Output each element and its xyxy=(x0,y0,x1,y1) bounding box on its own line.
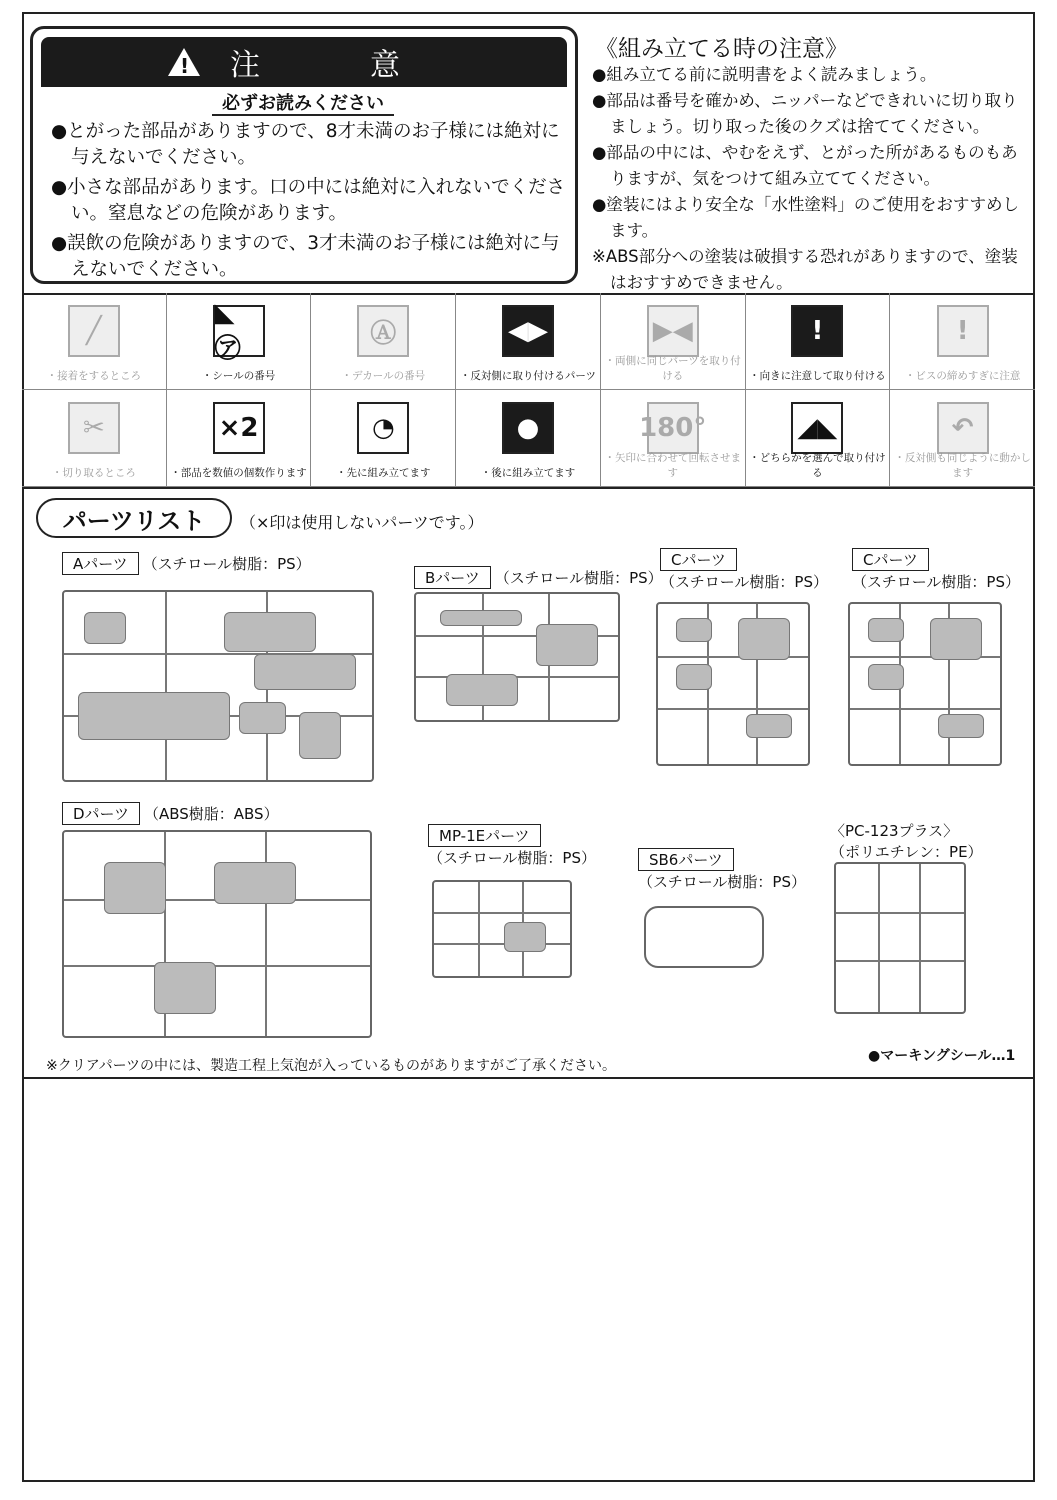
sprue-sb6-diagram xyxy=(644,906,764,968)
sprue-label-d: Dパーツ （ABS樹脂：ABS） xyxy=(62,802,279,825)
note-item: ●組み立てる前に説明書をよく読みましょう。 xyxy=(592,65,937,84)
legend-cell xyxy=(456,293,601,390)
legend-symbol-icon: 180° xyxy=(647,402,699,454)
legend-caption: ・どちらかを選んで取り付ける xyxy=(749,452,886,479)
legend-symbol-icon: ◔ xyxy=(357,402,409,454)
sprue-mp1e-diagram xyxy=(432,880,572,978)
legend-symbol-icon: ● xyxy=(502,402,554,454)
legend-symbol-icon: ! xyxy=(937,305,989,357)
legend-caption: ・デカールの番号 xyxy=(341,370,426,382)
note-item: ●部品は番号を確かめ、ニッパーなどできれいに切り取りましょう。切り取った後のクズは捨ててください。 xyxy=(592,91,1018,136)
note-item: ●塗装にはより安全な「水性塗料」のご使用をおすすめします。 xyxy=(592,195,1020,240)
warning-subtitle: 必ずお読みください xyxy=(212,93,394,116)
legend-symbol-icon: ×2 xyxy=(213,402,265,454)
legend-cell xyxy=(890,390,1035,487)
legend-caption: ・反対側に取り付けるパーツ xyxy=(459,370,597,382)
legend-cell xyxy=(746,390,891,487)
warning-item: ●とがった部品がありますので、8才未満のお子様には絶対に与えないでください。 xyxy=(51,121,560,168)
legend-caption: ・シールの番号 xyxy=(201,370,276,382)
legend-caption: ・反対側も同じように動かします xyxy=(894,452,1031,479)
legend-symbol-icon: ◢◣ xyxy=(791,402,843,454)
parts-list-note: （×印は使用しないパーツです。） xyxy=(240,513,484,532)
note-item: ※ABS部分への塗装は破損する恐れがありますので、塗装はおすすめできません。 xyxy=(592,247,1018,292)
sprue-label-c2: Cパーツ （スチロール樹脂：PS） xyxy=(852,548,1020,592)
parts-list-title: パーツリスト xyxy=(36,498,232,538)
clear-parts-note: ※クリアパーツの中には、製造工程上気泡が入っているものがありますがご了承ください。 xyxy=(46,1058,617,1074)
symbol-legend-grid xyxy=(22,293,1035,487)
sprue-label-b: Bパーツ （スチロール樹脂：PS） xyxy=(414,566,663,589)
warning-item: ●誤飲の危険がありますので、3才未満のお子様には絶対に与えないでください。 xyxy=(51,233,560,280)
sprue-c1-diagram xyxy=(656,602,810,766)
legend-caption: ・部品を数値の個数作ります xyxy=(170,467,307,479)
sprue-label-mp1e: MP-1Eパーツ （スチロール樹脂：PS） xyxy=(428,824,596,868)
sprue-pc123-diagram xyxy=(834,862,966,1014)
legend-symbol-icon: ↶ xyxy=(937,402,989,454)
legend-cell xyxy=(22,390,167,487)
sprue-label-pc123: 〈PC-123プラス〉 （ポリエチレン：PE） xyxy=(830,822,983,861)
legend-cell xyxy=(167,293,312,390)
legend-caption: ・切り取るところ xyxy=(51,467,136,479)
warning-item: ●小さな部品があります。口の中には絶対に入れないでください。窒息などの危険があります。 xyxy=(51,177,566,224)
warning-title: 注 意 xyxy=(230,48,440,83)
legend-cell xyxy=(311,293,456,390)
legend-caption: ・後に組み立てます xyxy=(480,467,576,479)
legend-caption: ・ビスの締めすぎに注意 xyxy=(904,370,1021,382)
legend-cell xyxy=(456,390,601,487)
legend-cell xyxy=(311,390,456,487)
sprue-b-diagram xyxy=(414,592,620,722)
legend-cell xyxy=(601,293,746,390)
legend-symbol-icon: ✂ xyxy=(68,402,120,454)
sprue-label-a: Aパーツ （スチロール樹脂：PS） xyxy=(62,552,311,575)
legend-caption: ・先に組み立てます xyxy=(336,467,431,479)
sprue-label-sb6: SB6パーツ （スチロール樹脂：PS） xyxy=(638,848,806,892)
legend-symbol-icon: ╱ xyxy=(68,305,120,357)
warning-list xyxy=(51,119,566,287)
legend-symbol-icon: ! xyxy=(791,305,843,357)
legend-cell xyxy=(167,390,312,487)
legend-cell xyxy=(601,390,746,487)
note-item: ●部品の中には、やむをえず、とがった所があるものもありますが、気をつけて組み立ててください。 xyxy=(592,143,1018,188)
notes-title: 《組み立てる時の注意》 xyxy=(595,36,848,62)
legend-cell xyxy=(746,293,891,390)
notes-list xyxy=(592,62,1024,296)
legend-caption: ・向きに注意して取り付ける xyxy=(749,370,886,382)
legend-symbol-icon: ◣ ㋐ xyxy=(213,305,265,357)
marking-seal-count: ●マーキングシール…1 xyxy=(868,1048,1016,1064)
legend-cell xyxy=(890,293,1035,390)
divider xyxy=(22,1077,1035,1079)
legend-caption: ・矢印に合わせて回転させます xyxy=(604,452,741,479)
legend-symbol-icon: ▶◀ xyxy=(647,305,699,357)
legend-cell xyxy=(22,293,167,390)
sprue-label-c1: Cパーツ （スチロール樹脂：PS） xyxy=(660,548,828,592)
legend-symbol-icon: ◀▶ xyxy=(502,305,554,357)
warning-header xyxy=(41,37,567,87)
sprue-d-diagram xyxy=(62,830,372,1038)
legend-caption: ・両側に同じパーツを取り付ける xyxy=(604,355,741,382)
legend-symbol-icon: Ⓐ xyxy=(357,305,409,357)
divider xyxy=(22,487,1035,489)
sprue-a-diagram xyxy=(62,590,374,782)
warning-triangle-icon xyxy=(168,48,200,76)
warning-box xyxy=(30,26,578,284)
sprue-c2-diagram xyxy=(848,602,1002,766)
legend-caption: ・接着をするところ xyxy=(46,370,142,382)
